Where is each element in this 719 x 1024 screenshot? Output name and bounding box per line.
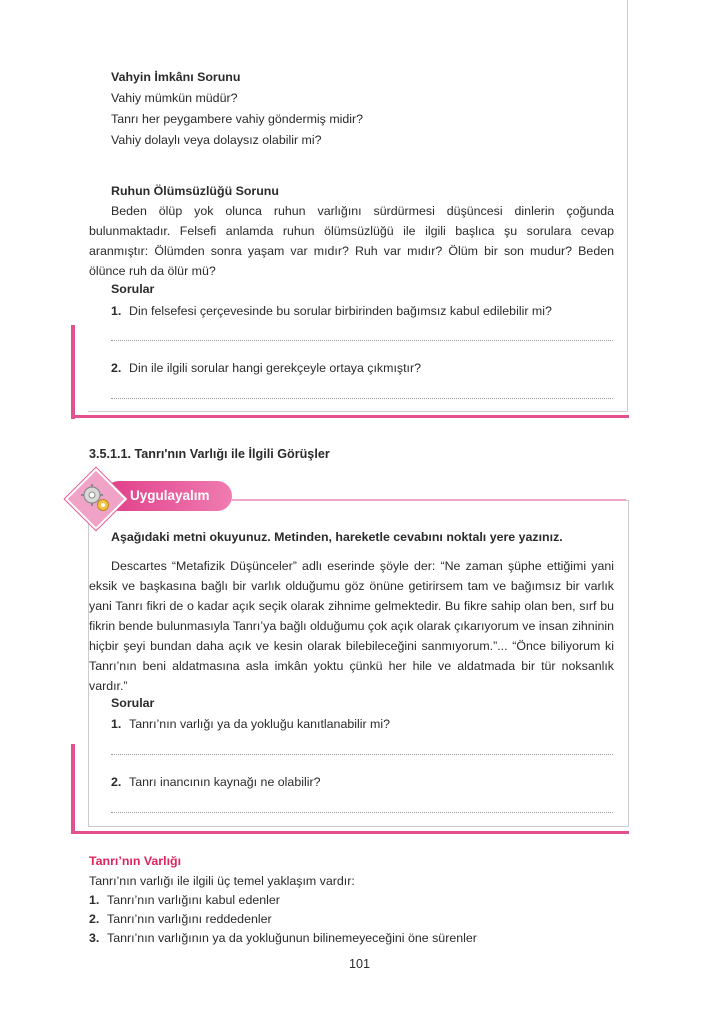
section-heading-revelation: Vahyin İmkânı Sorunu <box>111 70 241 84</box>
revelation-question-1: Vahiy mümkün müdür? <box>111 91 238 105</box>
list-number: 3. <box>89 931 100 945</box>
question-number: 2. <box>111 361 122 375</box>
gears-icon <box>74 477 118 521</box>
list-text: Tanrı’nın varlığının ya da yokluğunun bilinemeyeceğini öne sürenler <box>107 931 477 945</box>
list-item <box>89 928 477 948</box>
answer-line[interactable] <box>111 754 613 755</box>
revelation-question-2: Tanrı her peygambere vahiy göndermiş midir? <box>111 112 364 126</box>
questions-heading-1: Sorular <box>111 282 155 296</box>
answer-line[interactable] <box>111 812 613 813</box>
question-number: 1. <box>111 717 122 731</box>
question-text: Din felsefesi çerçevesinde bu sorular birbirinden bağımsız kabul edilebilir mi? <box>129 304 552 318</box>
question-item <box>111 301 552 321</box>
subsection-title: 3.5.1.1. Tanrı'nın Varlığı ile İlgili Görüşler <box>89 447 330 461</box>
question-item <box>111 358 421 378</box>
activity-banner: Uygulayalım <box>104 481 232 511</box>
question-text: Din ile ilgili sorular hangi gerekçeyle ortaya çıkmıştır? <box>129 361 421 375</box>
activity-instruction: Aşağıdaki metni okuyunuz. Metinden, hareketle cevabını noktalı yere yazınız. <box>111 530 563 544</box>
list-item <box>89 890 280 910</box>
section-heading-soul: Ruhun Ölümsüzlüğü Sorunu <box>111 184 279 198</box>
list-number: 1. <box>89 893 100 907</box>
questions-heading-2: Sorular <box>111 696 155 710</box>
list-number: 2. <box>89 912 100 926</box>
question-item <box>111 714 390 734</box>
question-number: 1. <box>111 304 122 318</box>
question-text: Tanrı’nın varlığı ya da yokluğu kanıtlanabilir mi? <box>129 717 391 731</box>
question-item <box>111 772 321 792</box>
question-number: 2. <box>111 775 122 789</box>
existence-intro: Tanrı’nın varlığı ile ilgili üç temel yaklaşım vardır: <box>89 874 355 888</box>
box-accent-horizontal <box>71 831 629 834</box>
soul-paragraph: Beden ölüp yok olunca ruhun varlığını sürdürmesi düşüncesi dinlerin çoğunda bulunmaktadır. Felsefi anlamda ruhun ölümsüzlüğü ile ilgili başlıca şu sorulara cevap aranmıştır: Ölümden sonra yaşam var mıdır? Ruh var mıdır? Ölüm bir son mudur? Beden ölünce ruh da ölür mü? <box>89 204 614 278</box>
banner-underline <box>232 499 626 501</box>
question-text: Tanrı inancının kaynağı ne olabilir? <box>129 775 321 789</box>
answer-line[interactable] <box>111 340 613 341</box>
answer-line[interactable] <box>111 398 613 399</box>
box-accent-horizontal <box>71 415 629 418</box>
list-text: Tanrı’nın varlığını kabul edenler <box>107 893 280 907</box>
existence-heading: Tanrı’nın Varlığı <box>89 854 182 868</box>
list-item <box>89 909 272 929</box>
list-text: Tanrı’nın varlığını reddedenler <box>107 912 272 926</box>
revelation-question-3: Vahiy dolaylı veya dolaysız olabilir mi? <box>111 133 322 147</box>
box-accent-vertical <box>71 744 75 834</box>
box-accent-vertical <box>71 325 75 419</box>
descartes-paragraph: Descartes “Metafizik Düşünceler” adlı eserinde şöyle der: “Ne zaman şüphe ettiğimi yani eksik ve başkasına bağlı bir varlık olduğumu göz önüne getirirsem tam ve bağımsız bir varlık yani Tanrı fikri de o kadar açık seçik olarak zihnime gelmektedir. Bu fikre sahip olan ben, sırf bu fikrin bende bulunmasıyla Tanrı’ya bağlı olduğumu çok açık olarak çıkarıyorum ve insan zihninin hiçbir şeyi bundan daha açık ve kesin olarak bilebileceğini sanmıyorum.”... “Önce biliyorum ki Tanrı’nın beni aldatmasına asla imkân yoktu çünkü her hile ve aldatmada bir tür noksanlık vardır.” <box>89 559 614 693</box>
page-number: 101 <box>348 957 370 971</box>
